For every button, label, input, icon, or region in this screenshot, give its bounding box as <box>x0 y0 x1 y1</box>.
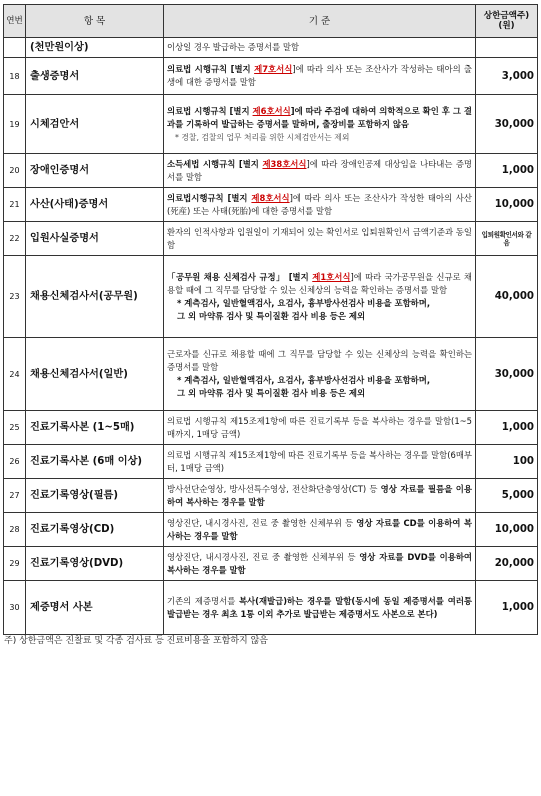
criteria-emphasis: 영상 자료를 필름을 이용하여 복사하는 경우를 말함 <box>167 483 472 507</box>
table-header <box>4 5 538 38</box>
row-amount: 10,000 <box>476 513 538 547</box>
table-row <box>4 188 538 222</box>
criteria-text: 환자의 인적사항과 입원일이 기재되어 있는 확인서로 입퇴원확인서 금액기준과 동일함 <box>167 226 472 250</box>
criteria-emphasis: 영상 자료를 DVD를 이용하여 복사하는 경우를 말함 <box>167 551 472 575</box>
row-amount: 30,000 <box>476 95 538 154</box>
row-amount: 입퇴원확인서와 같음 <box>476 222 538 256</box>
criteria-text: 기존의 제증명서를 <box>167 595 239 606</box>
row-criteria <box>164 38 476 58</box>
criteria-text: 의료법 시행규칙 [별지 <box>167 105 253 116</box>
row-num: 22 <box>4 222 26 256</box>
criteria-note: * 경찰, 검찰의 업무 처리를 위한 시체검안서는 제외 <box>175 132 350 142</box>
row-item: (천만원이상) <box>26 38 164 58</box>
criteria-text: 소득세법 시행규칙 [별지 <box>167 158 263 169</box>
criteria-subnote: * 계측검사, 일반혈액검사, 요검사, 흉부방사선검사 비용을 포함하며, <box>177 375 431 385</box>
row-item: 장애인증명서 <box>26 154 164 188</box>
criteria-text: 「공무원 채용 신체검사 규정」 [별지 <box>167 271 313 282</box>
row-num: 24 <box>4 338 26 411</box>
row-num: 27 <box>4 479 26 513</box>
row-item: 진료기록영상(CD) <box>26 513 164 547</box>
form-reference: 제8호서식 <box>251 192 290 203</box>
row-num: 26 <box>4 445 26 479</box>
criteria-subnote: * 계측검사, 일반혈액검사, 요검사, 흉부방사선검사 비용을 포함하며, <box>177 297 431 308</box>
row-num: 25 <box>4 411 26 445</box>
row-item: 사산(사태)증명서 <box>26 188 164 222</box>
criteria-emphasis: 복사(재발급)하는 경우를 말함(동시에 동일 제증명서를 여러통 발급받는 경우 최초 1통 이외 추가로 발급받는 제증명서도 사본으로 본다) <box>167 595 473 619</box>
row-num: 23 <box>4 256 26 338</box>
row-num: 30 <box>4 581 26 635</box>
form-reference: 제38호서식 <box>262 158 307 169</box>
criteria-subnote: 그 외 마약류 검사 및 특이질환 검사 비용 등은 제외 <box>177 388 366 398</box>
row-amount: 100 <box>476 445 538 479</box>
row-num <box>4 38 26 58</box>
row-amount: 20,000 <box>476 547 538 581</box>
criteria-text: ]에 따라 의사 또는 조산사가 작성한 태아의 사산(死産) 또는 사태(死胎)에 대한 증명서를 말함 <box>167 192 472 216</box>
row-item: 제증명서 사본 <box>26 581 164 635</box>
table-row <box>4 256 538 338</box>
row-criteria <box>164 58 476 95</box>
row-amount: 40,000 <box>476 256 538 338</box>
row-num: 28 <box>4 513 26 547</box>
row-item: 채용신체검사서(공무원) <box>26 256 164 338</box>
row-num: 19 <box>4 95 26 154</box>
header-item: 항 목 <box>26 5 164 38</box>
row-num: 20 <box>4 154 26 188</box>
row-amount: 1,000 <box>476 411 538 445</box>
form-reference: 제6호서식 <box>252 105 291 116</box>
criteria-text: ]에 따라 국가공무원을 신규로 채용할 때에 그 직무를 담당할 수 있는 신체상의 능력을 확인하는 증명서를 말함 <box>167 271 472 295</box>
row-criteria <box>164 411 476 445</box>
criteria-text: 이상일 경우 발급하는 증명서를 말함 <box>167 42 300 52</box>
row-num: 18 <box>4 58 26 95</box>
row-criteria <box>164 547 476 581</box>
row-criteria <box>164 513 476 547</box>
row-criteria <box>164 95 476 154</box>
row-criteria <box>164 222 476 256</box>
row-amount: 1,000 <box>476 154 538 188</box>
footnote: 주) 상한금액은 진찰료 및 각종 검사료 등 진료비용을 포함하지 않음 <box>4 636 268 646</box>
form-reference: 제7호서식 <box>254 64 293 74</box>
row-item: 시체검안서 <box>26 95 164 154</box>
row-item: 출생증명서 <box>26 58 164 95</box>
row-criteria <box>164 338 476 411</box>
table-row <box>4 338 538 411</box>
header-criteria: 기 준 <box>164 5 476 38</box>
row-amount: 10,000 <box>476 188 538 222</box>
criteria-text: ]에 따라 의사 또는 조산사가 작성하는 태아의 출생에 대한 증명서를 말함 <box>167 64 472 87</box>
table-row <box>4 513 538 547</box>
criteria-text: 의료법 시행규칙 제15조제1항에 따른 진료기록부 등을 복사하는 경우를 말함(1~5매까지, 1매당 금액) <box>167 415 472 439</box>
row-criteria <box>164 154 476 188</box>
row-amount: 5,000 <box>476 479 538 513</box>
criteria-emphasis: 영상 자료를 CD를 이용하여 복사하는 경우를 말함 <box>167 517 472 541</box>
row-amount: 30,000 <box>476 338 538 411</box>
table-row <box>4 58 538 95</box>
row-criteria <box>164 445 476 479</box>
criteria-text: 의료법 시행규칙 [별지 <box>167 64 255 74</box>
criteria-text: ]에 따라 주검에 대하여 의학적으로 확인 후 그 결과를 기록하여 발급하는 증명서를 말하며, 출장비를 포함하지 않음 <box>167 105 473 129</box>
row-criteria <box>164 479 476 513</box>
table-row <box>4 222 538 256</box>
table-row <box>4 95 538 154</box>
criteria-text: 의료법 시행규칙 제15조제1항에 따른 진료기록부 등을 복사하는 경우를 말함(6매부터, 1매당 금액) <box>167 449 472 473</box>
table-row <box>4 479 538 513</box>
row-item: 채용신체검사서(일반) <box>26 338 164 411</box>
row-item: 진료기록사본 (6매 이상) <box>26 445 164 479</box>
header-num: 연번 <box>4 5 26 38</box>
criteria-text: 의료법시행규칙 [별지 <box>167 192 252 203</box>
row-num: 29 <box>4 547 26 581</box>
row-criteria <box>164 581 476 635</box>
row-item: 진료기록사본 (1~5매) <box>26 411 164 445</box>
row-item: 입원사실증명서 <box>26 222 164 256</box>
criteria-text: 방사선단순영상, 방사선특수영상, 전산화단층영상(CT) 등 <box>167 483 381 494</box>
table-row <box>4 547 538 581</box>
criteria-subnote: 그 외 마약류 검사 및 특이질환 검사 비용 등은 제외 <box>177 310 366 321</box>
row-criteria <box>164 188 476 222</box>
row-amount: 1,000 <box>476 581 538 635</box>
row-item: 진료기록영상(필름) <box>26 479 164 513</box>
criteria-text: ]에 따라 장애인공제 대상임을 나타내는 증명서를 말함 <box>167 158 472 182</box>
row-amount: 3,000 <box>476 58 538 95</box>
criteria-text: 영상진단, 내시경사진, 진료 중 촬영한 신체부위 등 <box>167 517 357 528</box>
table-row <box>4 445 538 479</box>
header-amount: 상한금액주)(원) <box>476 5 538 38</box>
table-row <box>4 581 538 635</box>
form-reference: 제1호서식 <box>312 271 351 282</box>
table-row <box>4 38 538 58</box>
criteria-text: 영상진단, 내시경사진, 진료 중 촬영한 신체부위 등 <box>167 551 360 562</box>
criteria-text: 근로자를 신규로 채용할 때에 그 직무를 담당할 수 있는 신체상의 능력을 확인하는 증명서를 말함 <box>167 349 472 372</box>
fee-table <box>3 4 538 635</box>
row-num: 21 <box>4 188 26 222</box>
row-item: 진료기록영상(DVD) <box>26 547 164 581</box>
table-row <box>4 411 538 445</box>
row-criteria <box>164 256 476 338</box>
table-row <box>4 154 538 188</box>
row-amount <box>476 38 538 58</box>
